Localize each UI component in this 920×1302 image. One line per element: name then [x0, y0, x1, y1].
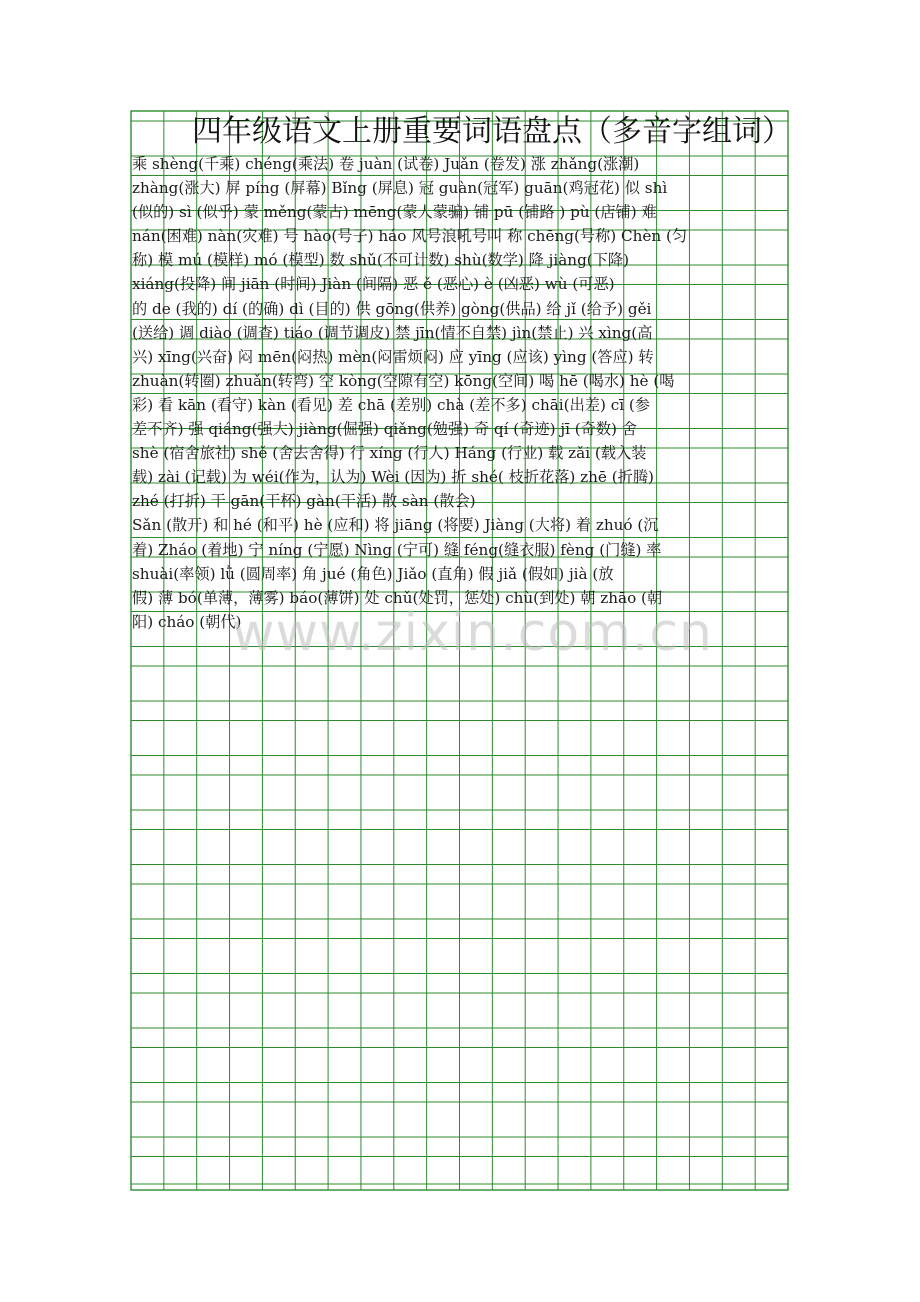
- text-line: (似的) sì (似乎) 蒙 měng(蒙古) mēng(蒙人蒙骗) 铺 pū (铺路 ) pù (店铺) 难: [132, 203, 657, 222]
- page-title: 四年级语文上册重要词语盘点（多音字组词）: [192, 114, 792, 149]
- text-line: shuài(率领) lǜ (圆周率) 角 jué (角色) Jiǎo (直角) 假 jiǎ (假如) jià (放: [132, 564, 614, 583]
- text-line: 着) Zháo (着地) 宁 níng (宁愿) Nìng (宁可) 缝 féng(缝衣服) fèng (门缝) 率: [132, 540, 662, 559]
- watermark: www.zixin.com.cn: [232, 603, 713, 663]
- text-line: 乘 shèng(千乘) chéng(乘法) 卷 juàn (试卷) Juǎn (卷发) 涨 zhǎng(涨潮): [132, 155, 640, 173]
- text-line: 兴) xīng(兴奋) 闷 mēn(闷热) mèn(闷雷烦闷) 应 yīng (应该) yìng (答应) 转: [132, 347, 654, 366]
- text-line: 阳) cháo (朝代): [132, 612, 242, 631]
- text-line: zhàng(涨大) 屏 píng (屏幕) Bǐng (屏息) 冠 guàn(冠军) guān(鸡冠花) 似 shì: [132, 179, 668, 198]
- text-line: nán(困难) nàn(灾难) 号 hào(号子) háo 风号浪吼号叫 称 chēng(号称) Chèn (匀: [132, 227, 688, 246]
- text-line: zhé (打折) 干 gān(干杯) gàn(干活) 散 sàn (散会): [132, 492, 476, 511]
- text-line: 的 de (我的) dí (的确) dì (目的) 供 gōng(供养) gòng(供品) 给 jǐ (给予) gěi: [132, 299, 652, 318]
- text-line: 载) zài (记载) 为 wéi(作为，认为) Wèi (因为) 折 shé( 枝折花落) zhē (折腾): [132, 468, 654, 487]
- text-line: 差不齐) 强 qiáng(强大) jiàng(倔强) qiǎng(勉强) 奇 qí (奇迹) jī (奇数) 舍: [132, 420, 637, 439]
- text-line: 彩) 看 kān (看守) kàn (看见) 差 chā (差别) chà (差不多) chāi(出差) cī (参: [132, 395, 650, 414]
- text-line: shè (宿舍旅社) shě (舍去舍得) 行 xíng (行人) Háng (行业) 载 zǎi (载入装: [132, 444, 647, 463]
- body-text: [132, 152, 828, 634]
- text-line: Sǎn (散开) 和 hé (和平) hè (应和) 将 jiāng (将要) Jiàng (大将) 着 zhuó (沉: [132, 516, 659, 535]
- text-line: 假) 薄 bó(单薄，薄雾) báo(薄饼) 处 chǔ(处罚，惩处) chù(到处) 朝 zhāo (朝: [132, 588, 663, 607]
- text-line: xiáng(投降) 间 jiān (时间) Jiàn (间隔) 恶 ě (恶心) è (凶恶) wù (可恶): [132, 275, 615, 294]
- text-line: 称) 模 mú (模样) mó (模型) 数 shǔ(不可计数) shù(数学) 降 jiàng(下降): [132, 251, 630, 270]
- text-line: zhuàn(转圈) zhuǎn(转弯) 空 kòng(空隙有空) kōng(空间) 喝 hē (喝水) hè (喝: [132, 371, 675, 390]
- text-line: (送给) 调 diào (调查) tiáo (调节调皮) 禁 jīn(情不自禁) jìn(禁止) 兴 xìng(高: [132, 323, 653, 342]
